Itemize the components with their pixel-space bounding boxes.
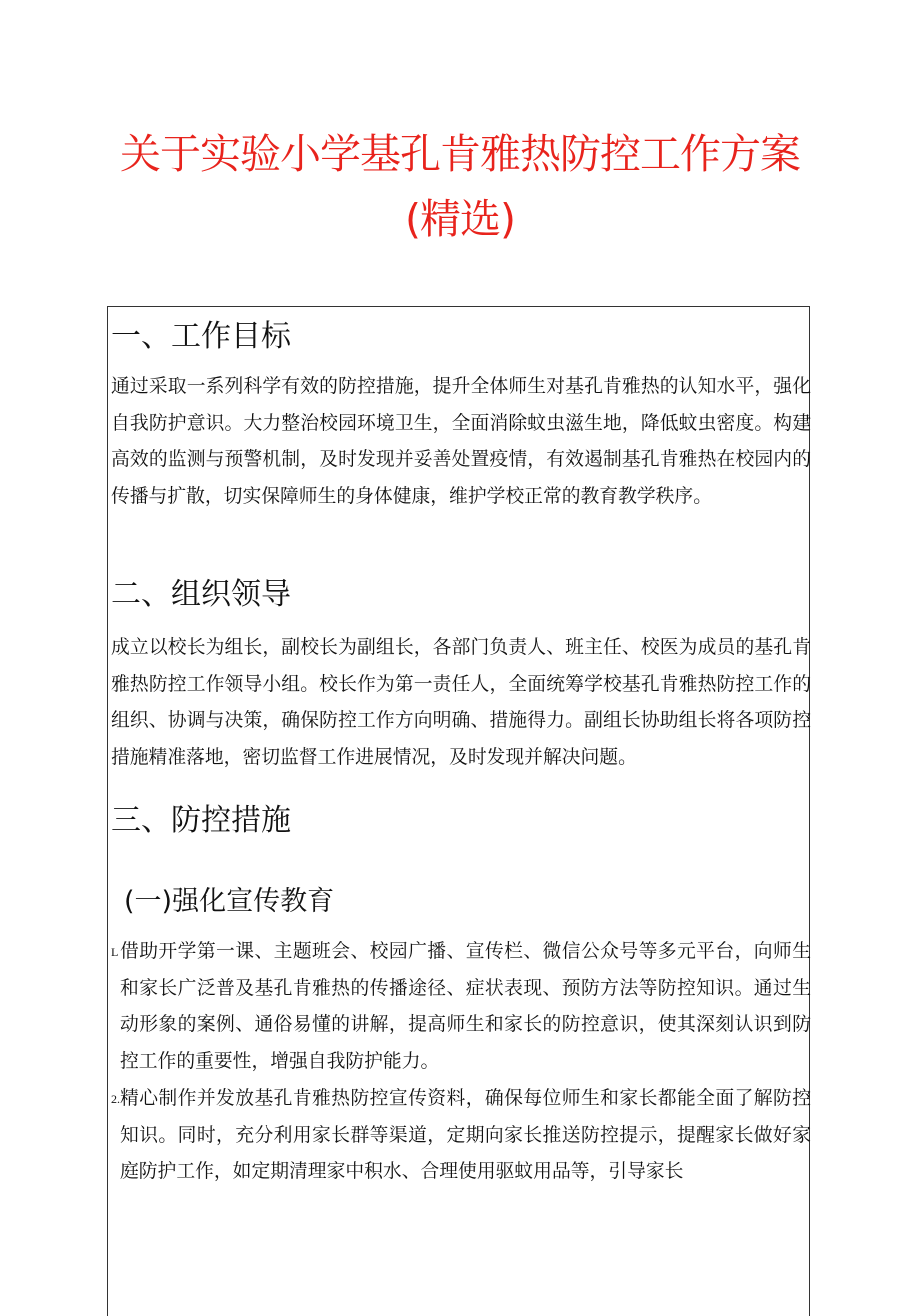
list-item-text: 借助开学第一课、主题班会、校园广播、宣传栏、微信公众号等多元平台，向师生和家长广泛普及基孔肯雅热的传播途径、症状表现、预防方法等防控知识。通过生动形象的案例、通俗易懂的讲解，提高师生和家长的防控意识，使其深刻认识到防控工作的重要性，增强自我防护能力。: [120, 941, 811, 1072]
section-text-goals: 通过采取一系列科学有效的防控措施，提升全体师生对基孔肯雅热的认知水平，强化自我防护意识。大力整治校园环境卫生，全面消除蚊虫滋生地，降低蚊虫密度。构建高效的监测与预警机制，及时发现并妥善处置疫情，有效遏制基孔肯雅热在校园内的传播与扩散，切实保障师生的身体健康，维护学校正常的教育教学秩序。: [111, 376, 811, 507]
document-title-line1: 关于实验小学基孔肯雅热防控工作方案: [120, 130, 800, 178]
list-item-number: L: [111, 945, 119, 959]
section-heading-goals: 一、工作目标: [111, 319, 291, 354]
list-item: [111, 934, 811, 1080]
section-text-organization: 成立以校长为组长，副校长为副组长，各部门负责人、班主任、校医为成员的基孔肯雅热防控工作领导小组。校长作为第一责任人，全面统筹学校基孔肯雅热防控工作的组织、协调与决策，确保防控工作方向明确、措施得力。副组长协助组长将各项防控措施精准落地，密切监督工作进展情况，及时发现并解决问题。: [111, 637, 811, 768]
list-item-number: 2.: [111, 1092, 120, 1106]
document-title-line2: (精选): [405, 195, 515, 243]
section-heading-measures: 三、防控措施: [111, 803, 291, 838]
section-heading-organization: 二、组织领导: [111, 577, 291, 612]
list-item-text: 精心制作并发放基孔肯雅热防控宣传资料，确保每位师生和家长都能全面了解防控知识。同时，充分利用家长群等渠道，定期向家长推送防控提示，提醒家长做好家庭防护工作，如定期清理家中积水、合理使用驱蚊用品等，引导家长: [120, 1088, 811, 1182]
subsection-heading-publicity: (一)强化宣传教育: [124, 886, 335, 917]
list-item: [111, 1081, 811, 1191]
